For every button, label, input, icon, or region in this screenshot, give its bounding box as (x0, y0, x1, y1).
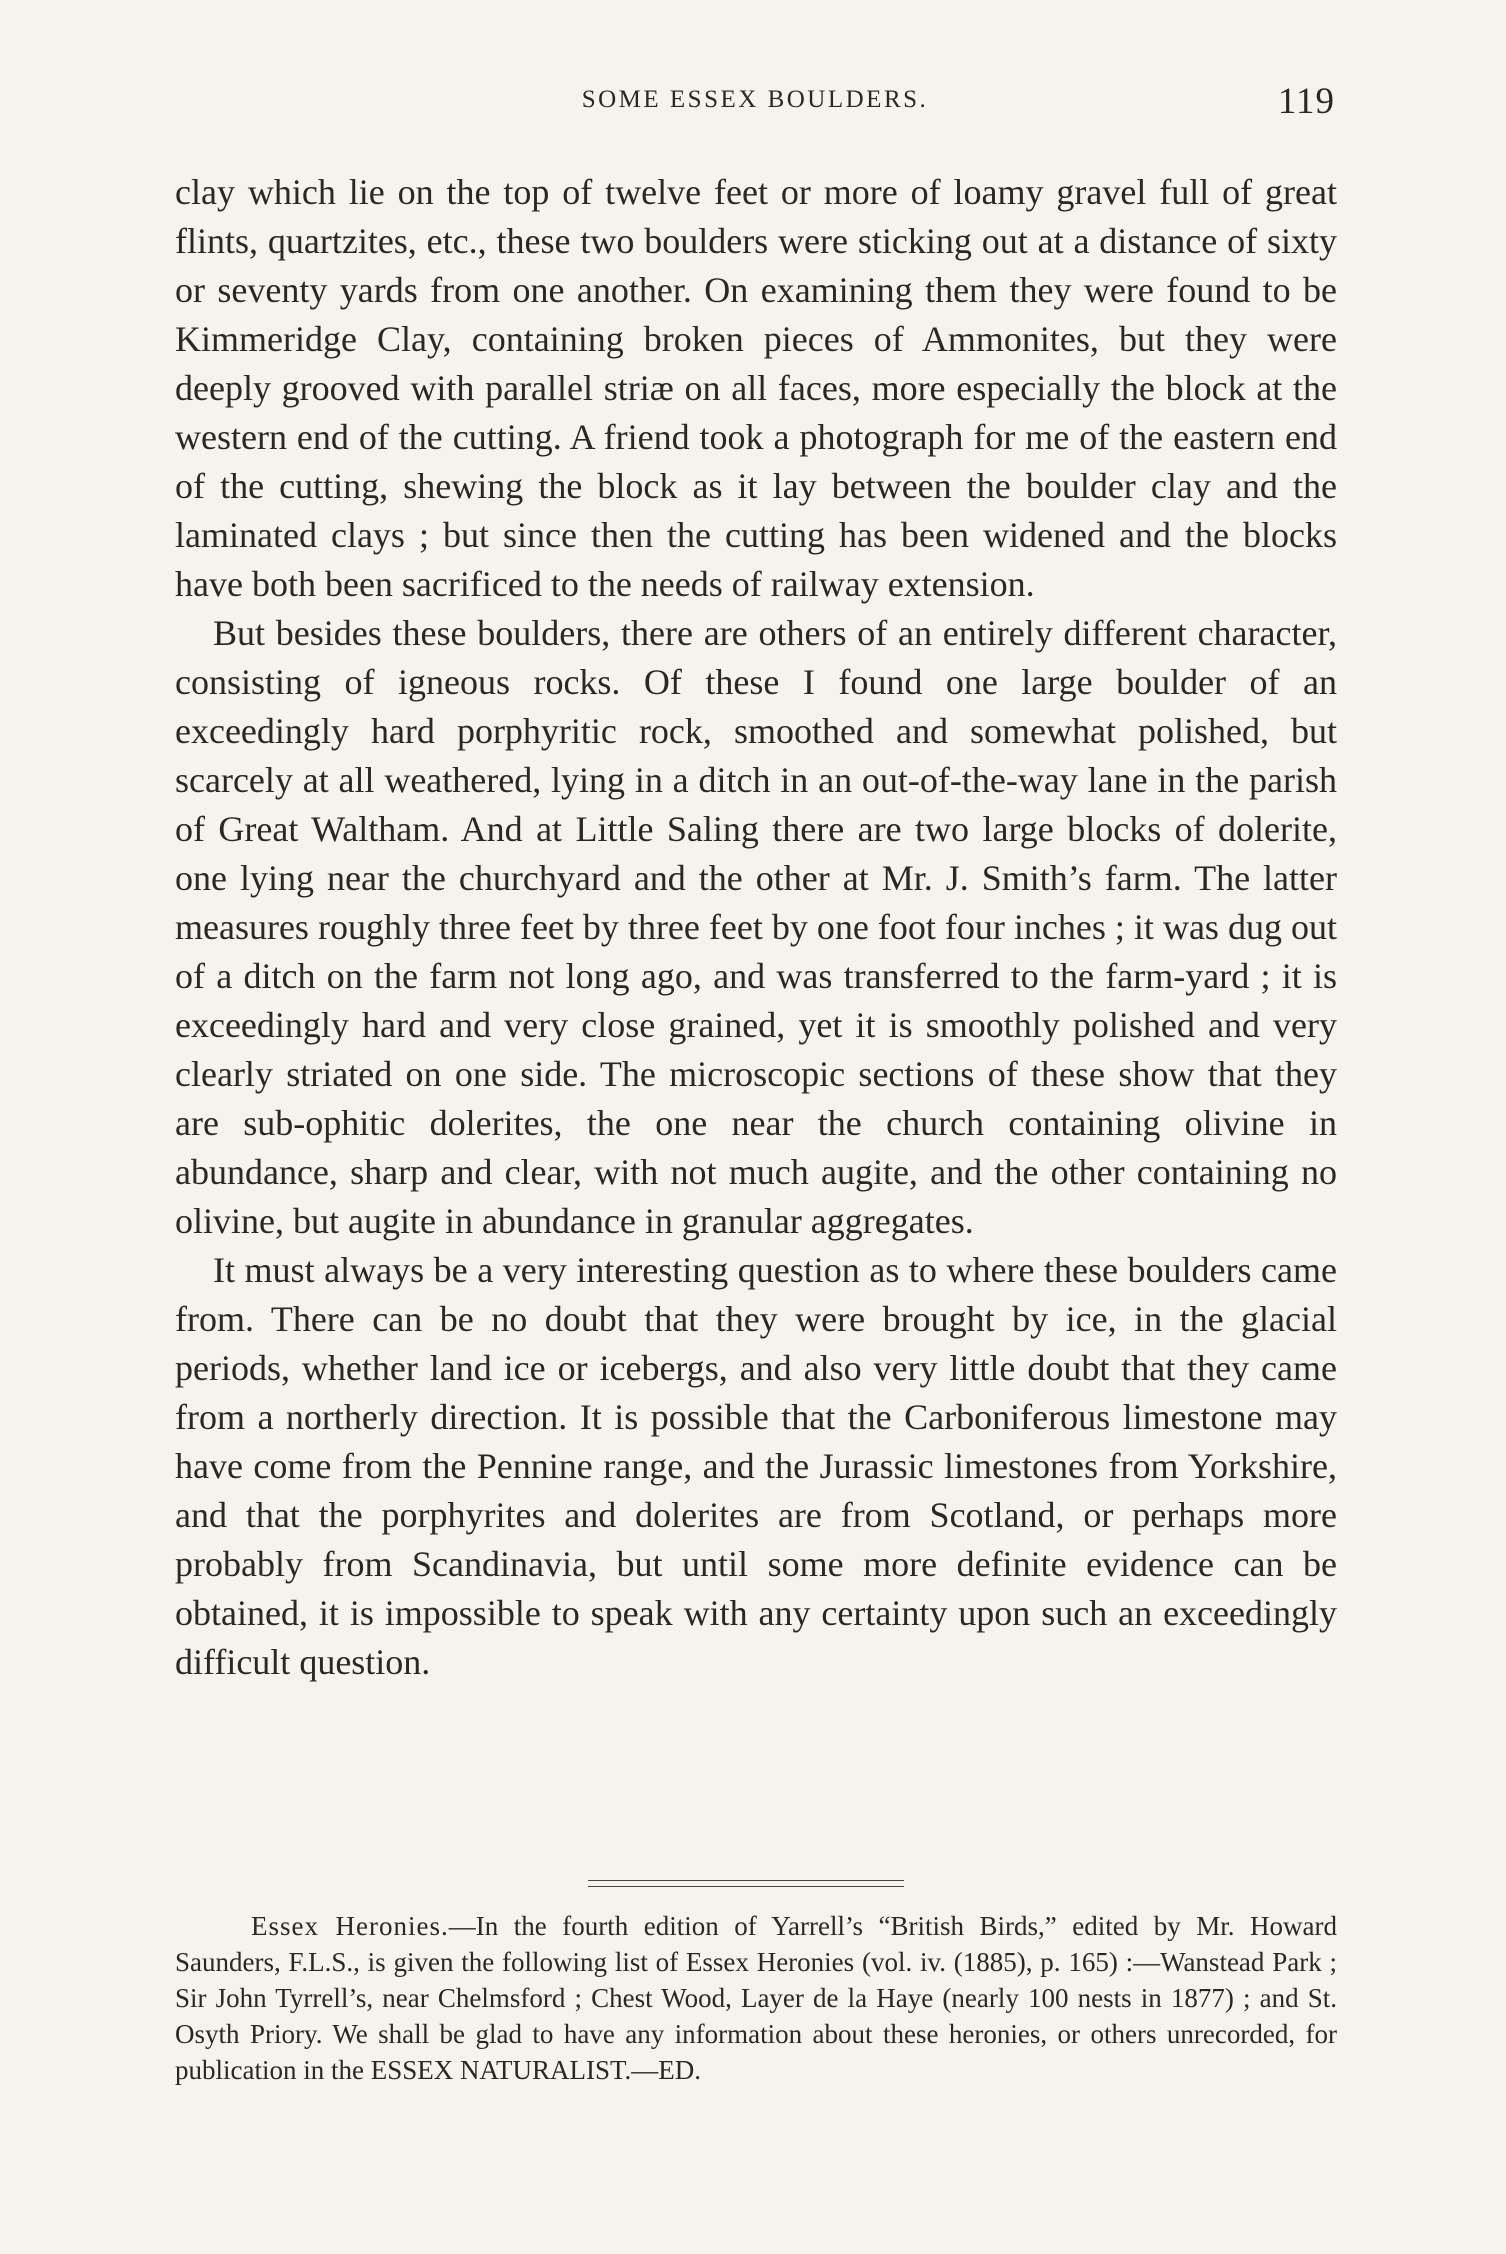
essex-heronies-note (175, 1908, 1337, 2088)
body-text (175, 168, 1337, 1687)
paragraph-igneous-boulders: But besides these boulders, there are others of an entirely different character, consisting of igneous rocks. Of these I found one large boulder of an exceedingly hard porphyritic rock, smoothed and somewhat polished, but scarcely at all weathered, lying in a ditch in an out-of-the-way lane in the parish of Great Waltham. And at Little Saling there are two large blocks of dolerite, one lying near the churchyard and the other at Mr. J. Smith’s farm. The latter measures roughly three feet by three feet by one foot four inches ; it was dug out of a ditch on the farm not long ago, and was transferred to the farm-yard ; it is exceedingly hard and very close grained, yet it is smoothly polished and very clearly striated on one side. The microscopic sections of these show that they are sub-ophitic dolerites, the one near the church containing olivine in abundance, sharp and clear, with not much augite, and the other containing no olivine, but augite in abundance in granular aggregates. (175, 613, 1337, 1241)
running-head (175, 80, 1335, 130)
running-title: SOME ESSEX BOULDERS. (581, 86, 929, 113)
paragraph-boulder-origins: It must always be a very interesting question as to where these boulders came from. There can be no doubt that they were brought by ice, in the glacial periods, whether land ice or icebergs, and also very little doubt that they came from a northerly direction. It is possible that the Carboniferous limestone may have come from the Pennine range, and the Jurassic limestones from Yorkshire, and that the porphyrites and dolerites are from Scotland, or perhaps more probably from Scandinavia, but until some more definite evidence can be obtained, it is impossible to speak with any certainty upon such an exceedingly difficult question. (175, 1250, 1337, 1682)
page-number: 119 (1277, 81, 1335, 122)
note-heading: Essex Heronies. (251, 1911, 449, 1941)
paragraph-kimmeridge-boulders: clay which lie on the top of twelve feet or more of loamy gravel full of great flints, quartzites, etc., these two boulders were sticking out at a distance of sixty or seventy yards from one another. On examining them they were found to be Kimmeridge Clay, containing broken pieces of Ammonites, but they were deeply grooved with parallel striæ on all faces, more especially the block at the western end of the cutting. A friend took a photograph for me of the eastern end of the cutting, shewing the block as it lay between the boulder clay and the laminated clays ; but since then the cutting has been widened and the blocks have both been sacrificed to the needs of railway extension. (175, 172, 1337, 604)
note-paragraph (175, 1908, 1337, 2088)
section-divider-rule (588, 1880, 904, 1887)
note-text: —In the fourth edition of Yarrell’s “British Birds,” edited by Mr. Howard Saunders, F.L.S., is given the following list of Essex Heronies (vol. iv. (1885), p. 165) :—Wanstead Park ; Sir John Tyrrell’s, near Chelmsford ; Chest Wood, Layer de la Haye (nearly 100 nests in 1877) ; and St. Osyth Priory. We shall be glad to have any information about these heronies, or others unrecorded, for publication in the ESSEX NATURALIST.—ED. (175, 1911, 1337, 2085)
